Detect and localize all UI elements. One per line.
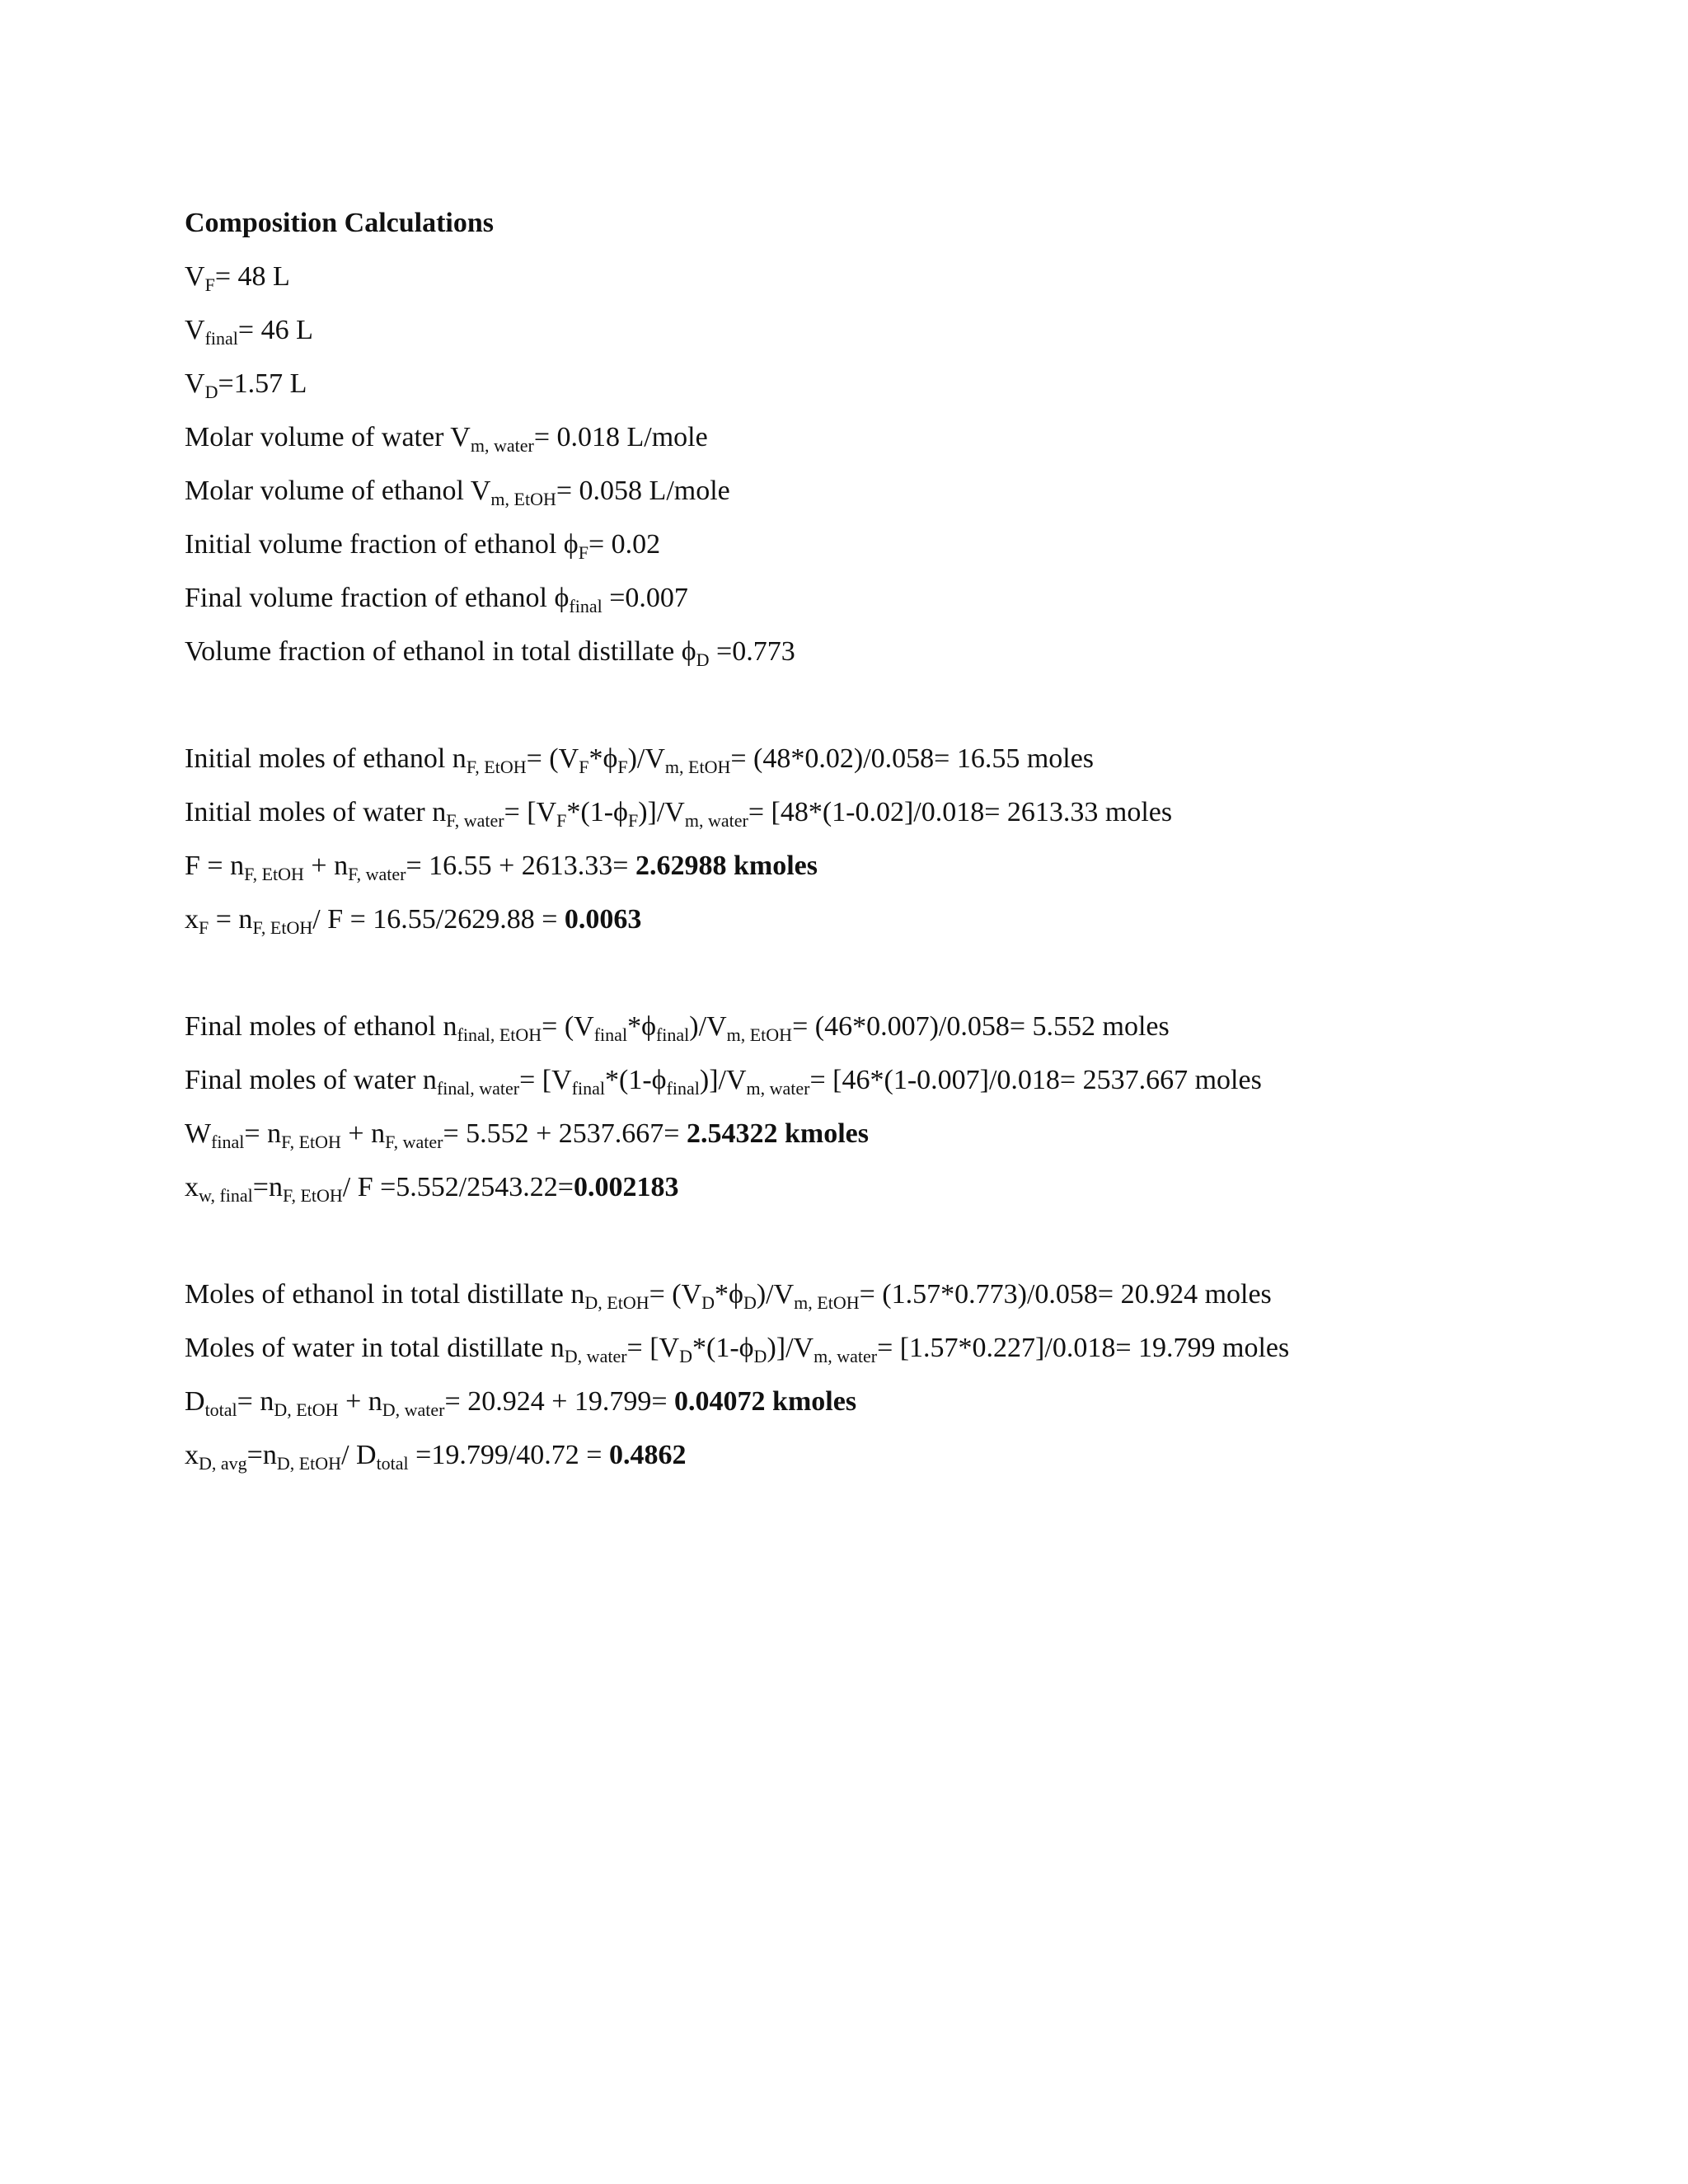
subscript: F xyxy=(578,542,588,563)
section-gap xyxy=(185,678,1635,732)
result-value: 0.04072 kmoles xyxy=(674,1386,857,1417)
equation-text: / F =5.552/2543.22= xyxy=(342,1172,574,1202)
subscript: F, water xyxy=(446,810,504,831)
equation-line xyxy=(185,464,1635,518)
subscript: final xyxy=(593,1024,628,1045)
equation-line xyxy=(185,1375,1635,1428)
subscript: final xyxy=(571,1078,605,1099)
equation-line xyxy=(185,518,1635,571)
subscript: m, water xyxy=(814,1346,878,1366)
subscript: m, EtOH xyxy=(726,1024,793,1045)
equation-text: = (48*0.02)/0.058= 16.55 moles xyxy=(730,743,1095,774)
equation-text: / D xyxy=(341,1440,377,1470)
equation-text: )/V xyxy=(756,1279,795,1310)
subscript: F xyxy=(627,810,639,831)
section-gap xyxy=(185,1214,1635,1268)
equation-text: = (V xyxy=(526,743,579,774)
subscript: final xyxy=(204,328,238,349)
subscript: D xyxy=(204,382,218,402)
equation-text: =0.007 xyxy=(602,583,688,613)
equation-text: )]/V xyxy=(638,797,685,827)
equation-line xyxy=(185,1107,1635,1160)
equation-text: = [V xyxy=(519,1065,572,1095)
subscript: D xyxy=(701,1292,715,1313)
equation-text: + n xyxy=(340,1118,386,1149)
equation-text: Volume fraction of ethanol in total distillate ϕ xyxy=(185,636,696,667)
equation-text: W xyxy=(185,1118,212,1149)
equation-text: )]/V xyxy=(767,1333,814,1363)
equation-line xyxy=(185,839,1635,893)
result-value: 0.002183 xyxy=(573,1172,679,1202)
equation-text: = [1.57*0.227]/0.018= 19.799 moles xyxy=(877,1333,1290,1363)
subscript: D, EtOH xyxy=(584,1292,649,1313)
equation-text: Final moles of water n xyxy=(185,1065,437,1095)
subscript: m, EtOH xyxy=(490,489,556,509)
equation-text: V xyxy=(185,368,205,399)
equation-text: Molar volume of water V xyxy=(185,422,471,452)
equation-text: = n xyxy=(237,1386,274,1417)
equation-line xyxy=(185,1428,1635,1482)
result-value: 2.62988 kmoles xyxy=(635,851,818,881)
subscript: final, water xyxy=(436,1078,520,1099)
equation-line xyxy=(185,303,1635,357)
equation-text: Moles of ethanol in total distillate n xyxy=(185,1279,585,1310)
subscript: m, water xyxy=(684,810,748,831)
subscript: F xyxy=(556,810,567,831)
equation-text: Moles of water in total distillate n xyxy=(185,1333,565,1363)
subscript: F, EtOH xyxy=(466,757,527,777)
equation-text: V xyxy=(185,315,205,345)
equation-line xyxy=(185,571,1635,625)
result-value: 2.54322 kmoles xyxy=(686,1118,869,1149)
equation-text: V xyxy=(185,261,205,292)
page-title: Composition Calculations xyxy=(185,208,494,238)
equation-text: Final moles of ethanol n xyxy=(185,1011,457,1042)
equation-text: = 46 L xyxy=(237,315,313,345)
subscript: F xyxy=(579,757,589,777)
equation-text: =1.57 L xyxy=(218,368,307,399)
equation-text: )/V xyxy=(689,1011,727,1042)
equation-text: = (1.57*0.773)/0.058= 20.924 moles xyxy=(859,1279,1272,1310)
equation-text: = 48 L xyxy=(214,261,290,292)
equation-text: = [V xyxy=(626,1333,680,1363)
subscript: D, EtOH xyxy=(276,1453,342,1474)
subscript: m, EtOH xyxy=(664,757,731,777)
equation-text: x xyxy=(185,1440,199,1470)
subscript: total xyxy=(376,1453,409,1474)
equation-text: )/V xyxy=(627,743,665,774)
equation-text: = (V xyxy=(649,1279,702,1310)
subscript: D, water xyxy=(564,1346,627,1366)
equation-line xyxy=(185,1268,1635,1321)
equation-text: D xyxy=(185,1386,205,1417)
subscript: final xyxy=(569,596,603,616)
equation-line xyxy=(185,410,1635,464)
subscript: total xyxy=(204,1399,237,1420)
subscript: final xyxy=(655,1024,690,1045)
result-value: 0.0063 xyxy=(564,904,642,935)
equation-text: = (46*0.007)/0.058= 5.552 moles xyxy=(792,1011,1170,1042)
equation-text: *(1-ϕ xyxy=(692,1333,754,1363)
equation-text: Final volume fraction of ethanol ϕ xyxy=(185,583,570,613)
subscript: w, final xyxy=(199,1185,253,1206)
equation-text: = (V xyxy=(542,1011,594,1042)
subscript: F xyxy=(617,757,628,777)
equation-text: = 0.018 L/mole xyxy=(533,422,708,452)
result-value: 0.4862 xyxy=(608,1440,687,1470)
subscript: D xyxy=(753,1346,767,1366)
equation-text: *(1-ϕ xyxy=(566,797,628,827)
equation-text: *ϕ xyxy=(588,743,618,774)
subscript: F, EtOH xyxy=(244,864,304,884)
equation-text: x xyxy=(185,904,199,935)
equation-text: Molar volume of ethanol V xyxy=(185,476,491,506)
equation-text: = n xyxy=(209,904,253,935)
document-content xyxy=(185,196,1635,1482)
equation-text: Initial moles of ethanol n xyxy=(185,743,467,774)
subscript: final xyxy=(666,1078,700,1099)
subscript: F, water xyxy=(385,1132,443,1152)
subscript: D, EtOH xyxy=(274,1399,339,1420)
subscript: D xyxy=(696,649,710,670)
equation-line xyxy=(185,893,1635,946)
equation-text: *(1-ϕ xyxy=(605,1065,667,1095)
equation-text: *ϕ xyxy=(715,1279,743,1310)
equation-text: =19.799/40.72 = xyxy=(408,1440,609,1470)
equation-line xyxy=(185,250,1635,303)
equation-text: + n xyxy=(303,851,349,881)
equation-text: =0.773 xyxy=(709,636,795,667)
subscript: F, EtOH xyxy=(252,917,313,938)
equation-text: = 16.55 + 2613.33= xyxy=(406,851,635,881)
section-gap xyxy=(185,946,1635,1000)
subscript: F, EtOH xyxy=(281,1132,341,1152)
equation-text: = [V xyxy=(504,797,557,827)
subscript: D xyxy=(743,1292,757,1313)
subscript: F xyxy=(204,274,215,295)
equation-text: + n xyxy=(338,1386,382,1417)
equation-text: = 0.058 L/mole xyxy=(556,476,730,506)
equation-text: *ϕ xyxy=(627,1011,656,1042)
equation-text: Initial volume fraction of ethanol ϕ xyxy=(185,529,579,560)
equation-text: = n xyxy=(244,1118,282,1149)
equation-text: Initial moles of water n xyxy=(185,797,447,827)
equation-text: = 5.552 + 2537.667= xyxy=(443,1118,687,1149)
equation-line xyxy=(185,785,1635,839)
subscript: final xyxy=(211,1132,245,1152)
equation-text: = [48*(1-0.02]/0.018= 2613.33 moles xyxy=(748,797,1173,827)
equation-line xyxy=(185,625,1635,678)
subscript: m, water xyxy=(470,435,534,456)
subscript: m, EtOH xyxy=(794,1292,860,1313)
equation-text: =n xyxy=(246,1440,277,1470)
equation-text: F = n xyxy=(185,851,245,881)
equation-text: =n xyxy=(252,1172,283,1202)
equation-line xyxy=(185,732,1635,785)
equation-text: = [46*(1-0.007]/0.018= 2537.667 moles xyxy=(809,1065,1262,1095)
subscript: F, EtOH xyxy=(282,1185,343,1206)
equation-line xyxy=(185,1160,1635,1214)
equation-line xyxy=(185,1053,1635,1107)
equation-text: )]/V xyxy=(699,1065,747,1095)
subscript: D, water xyxy=(382,1399,445,1420)
subscript: D xyxy=(679,1346,692,1366)
equation-line xyxy=(185,1321,1635,1375)
subscript: final, EtOH xyxy=(457,1024,542,1045)
equation-text: / F = 16.55/2629.88 = xyxy=(312,904,565,935)
equation-text: x xyxy=(185,1172,199,1202)
equation-line xyxy=(185,1000,1635,1053)
subscript: F, water xyxy=(348,864,406,884)
equation-text: = 0.02 xyxy=(588,529,661,560)
subscript: D, avg xyxy=(199,1453,247,1474)
subscript: m, water xyxy=(746,1078,810,1099)
equation-line xyxy=(185,357,1635,410)
equation-text: = 20.924 + 19.799= xyxy=(444,1386,675,1417)
subscript: F xyxy=(199,917,209,938)
